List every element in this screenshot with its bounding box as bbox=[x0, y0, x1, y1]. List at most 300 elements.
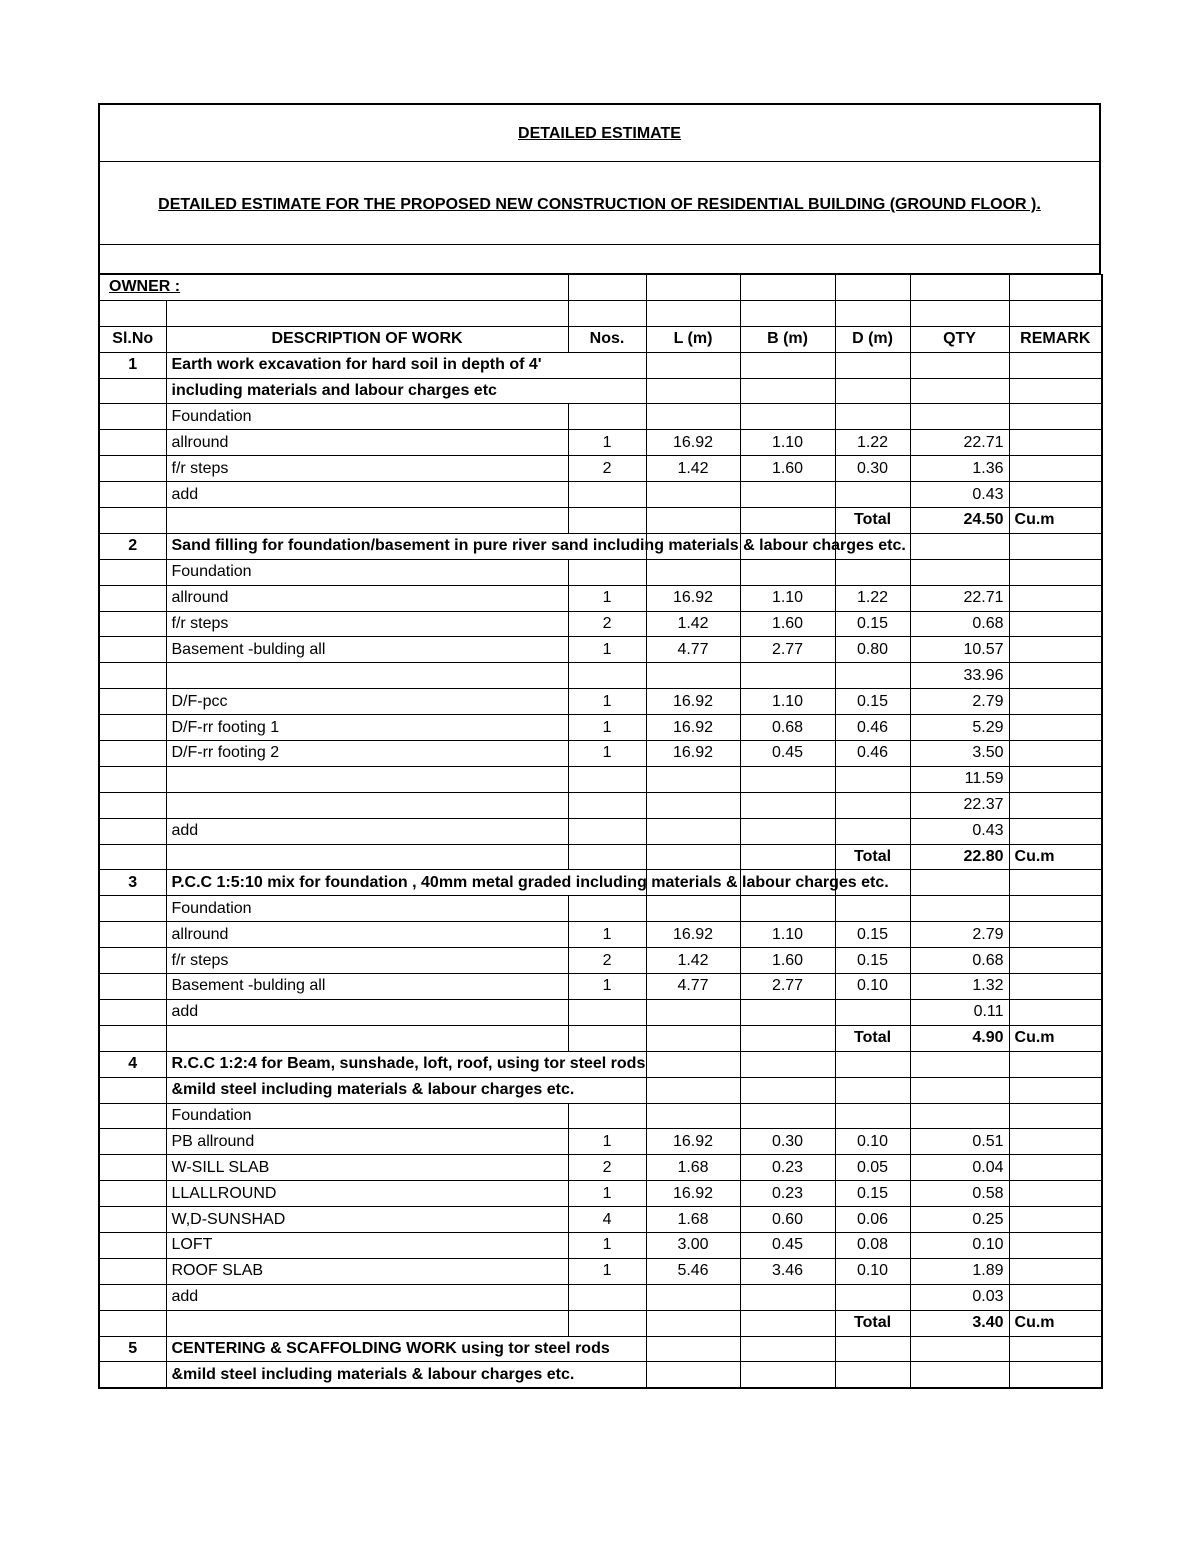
measurement-length bbox=[646, 404, 740, 430]
measurement-depth: 0.10 bbox=[835, 1129, 910, 1155]
table-cell bbox=[99, 792, 166, 818]
table-cell bbox=[740, 1025, 835, 1051]
measurement-row bbox=[99, 1155, 1102, 1181]
estimate-table-body bbox=[99, 275, 1102, 1388]
table-cell bbox=[1009, 1077, 1102, 1103]
total-label: Total bbox=[835, 1025, 910, 1051]
col-header-breadth: B (m) bbox=[740, 326, 835, 352]
measurement-description: D/F-rr footing 1 bbox=[166, 715, 568, 741]
measurement-row bbox=[99, 1232, 1102, 1258]
table-cell bbox=[1009, 922, 1102, 948]
measurement-breadth: 0.68 bbox=[740, 715, 835, 741]
table-cell bbox=[99, 689, 166, 715]
measurement-row bbox=[99, 559, 1102, 585]
table-cell bbox=[99, 637, 166, 663]
table-cell bbox=[99, 378, 166, 404]
measurement-row bbox=[99, 948, 1102, 974]
item-heading-row bbox=[99, 352, 1102, 378]
measurement-breadth bbox=[740, 1284, 835, 1310]
total-value: 3.40 bbox=[910, 1310, 1009, 1336]
table-cell bbox=[835, 1362, 910, 1388]
item-number: 4 bbox=[99, 1051, 166, 1077]
total-label: Total bbox=[835, 1310, 910, 1336]
measurement-nos bbox=[568, 1103, 646, 1129]
measurement-depth bbox=[835, 1284, 910, 1310]
table-cell bbox=[166, 508, 568, 534]
measurement-breadth: 0.30 bbox=[740, 1129, 835, 1155]
table-cell bbox=[646, 508, 740, 534]
measurement-length: 16.92 bbox=[646, 715, 740, 741]
measurement-row bbox=[99, 896, 1102, 922]
total-row bbox=[99, 1025, 1102, 1051]
measurement-qty: 0.03 bbox=[910, 1284, 1009, 1310]
measurement-nos: 1 bbox=[568, 689, 646, 715]
table-cell bbox=[99, 741, 166, 767]
item-number: 1 bbox=[99, 352, 166, 378]
table-cell bbox=[99, 456, 166, 482]
item-description: &mild steel including materials & labour charges etc. bbox=[166, 1077, 568, 1103]
table-cell bbox=[1009, 766, 1102, 792]
table-cell bbox=[910, 1336, 1009, 1362]
measurement-nos bbox=[568, 404, 646, 430]
measurement-depth: 0.15 bbox=[835, 922, 910, 948]
document-title: DETAILED ESTIMATE bbox=[518, 125, 681, 142]
measurement-length: 4.77 bbox=[646, 974, 740, 1000]
total-unit: Cu.m bbox=[1009, 508, 1102, 534]
col-header-remark: REMARK bbox=[1009, 326, 1102, 352]
measurement-row bbox=[99, 1103, 1102, 1129]
measurement-nos: 1 bbox=[568, 1232, 646, 1258]
measurement-description: add bbox=[166, 818, 568, 844]
table-cell bbox=[99, 999, 166, 1025]
table-cell bbox=[1009, 456, 1102, 482]
measurement-description: Foundation bbox=[166, 896, 568, 922]
measurement-qty: 3.50 bbox=[910, 741, 1009, 767]
measurement-depth bbox=[835, 792, 910, 818]
measurement-qty: 2.79 bbox=[910, 689, 1009, 715]
table-cell bbox=[646, 1310, 740, 1336]
measurement-length bbox=[646, 896, 740, 922]
measurement-length: 1.42 bbox=[646, 948, 740, 974]
measurement-description: f/r steps bbox=[166, 948, 568, 974]
measurement-row bbox=[99, 611, 1102, 637]
measurement-row bbox=[99, 818, 1102, 844]
table-cell bbox=[99, 508, 166, 534]
measurement-row bbox=[99, 1181, 1102, 1207]
table-cell bbox=[646, 352, 740, 378]
table-cell bbox=[646, 844, 740, 870]
measurement-length: 5.46 bbox=[646, 1258, 740, 1284]
measurement-row bbox=[99, 1129, 1102, 1155]
measurement-depth bbox=[835, 766, 910, 792]
measurement-row bbox=[99, 456, 1102, 482]
measurement-depth: 0.15 bbox=[835, 1181, 910, 1207]
measurement-row bbox=[99, 974, 1102, 1000]
measurement-row bbox=[99, 482, 1102, 508]
measurement-depth: 1.22 bbox=[835, 430, 910, 456]
measurement-row bbox=[99, 430, 1102, 456]
measurement-row bbox=[99, 766, 1102, 792]
measurement-length: 16.92 bbox=[646, 585, 740, 611]
table-cell bbox=[1009, 611, 1102, 637]
measurement-breadth bbox=[740, 818, 835, 844]
table-cell bbox=[1009, 1129, 1102, 1155]
item-description: CENTERING & SCAFFOLDING WORK using tor steel rods bbox=[166, 1336, 568, 1362]
measurement-depth: 0.46 bbox=[835, 741, 910, 767]
table-cell bbox=[99, 1232, 166, 1258]
measurement-depth bbox=[835, 663, 910, 689]
measurement-description: W,D-SUNSHAD bbox=[166, 1207, 568, 1233]
table-cell bbox=[99, 922, 166, 948]
table-cell bbox=[166, 844, 568, 870]
table-cell bbox=[99, 1077, 166, 1103]
table-cell bbox=[99, 430, 166, 456]
measurement-breadth bbox=[740, 404, 835, 430]
table-cell bbox=[1009, 1232, 1102, 1258]
table-cell bbox=[1009, 974, 1102, 1000]
measurement-qty: 0.11 bbox=[910, 999, 1009, 1025]
owner-label: OWNER : bbox=[109, 278, 181, 296]
measurement-length bbox=[646, 818, 740, 844]
measurement-breadth bbox=[740, 766, 835, 792]
table-cell bbox=[740, 378, 835, 404]
total-row bbox=[99, 844, 1102, 870]
col-header-depth: D (m) bbox=[835, 326, 910, 352]
table-cell bbox=[99, 1258, 166, 1284]
measurement-length bbox=[646, 792, 740, 818]
measurement-breadth: 0.23 bbox=[740, 1181, 835, 1207]
measurement-nos bbox=[568, 818, 646, 844]
table-cell bbox=[910, 870, 1009, 896]
measurement-depth: 1.22 bbox=[835, 585, 910, 611]
table-cell bbox=[166, 1310, 568, 1336]
measurement-description: Basement -bulding all bbox=[166, 637, 568, 663]
table-cell bbox=[740, 1051, 835, 1077]
measurement-nos: 2 bbox=[568, 1155, 646, 1181]
measurement-length bbox=[646, 1103, 740, 1129]
estimate-table bbox=[98, 274, 1103, 1389]
item-description: R.C.C 1:2:4 for Beam, sunshade, loft, roof, using tor steel rods bbox=[166, 1051, 568, 1077]
measurement-breadth: 1.10 bbox=[740, 922, 835, 948]
measurement-qty: 0.68 bbox=[910, 948, 1009, 974]
measurement-description: D/F-rr footing 2 bbox=[166, 741, 568, 767]
table-cell bbox=[1009, 1336, 1102, 1362]
measurement-length: 4.77 bbox=[646, 637, 740, 663]
measurement-row bbox=[99, 741, 1102, 767]
measurement-nos: 1 bbox=[568, 741, 646, 767]
measurement-description: allround bbox=[166, 585, 568, 611]
measurement-qty: 33.96 bbox=[910, 663, 1009, 689]
total-value: 22.80 bbox=[910, 844, 1009, 870]
measurement-breadth: 0.45 bbox=[740, 1232, 835, 1258]
measurement-breadth: 0.60 bbox=[740, 1207, 835, 1233]
item-heading-row bbox=[99, 378, 1102, 404]
measurement-description bbox=[166, 766, 568, 792]
total-row bbox=[99, 1310, 1102, 1336]
table-cell bbox=[99, 1155, 166, 1181]
table-cell bbox=[1009, 585, 1102, 611]
measurement-depth: 0.10 bbox=[835, 974, 910, 1000]
measurement-length: 16.92 bbox=[646, 689, 740, 715]
col-header-length: L (m) bbox=[646, 326, 740, 352]
item-heading-row bbox=[99, 1077, 1102, 1103]
measurement-row bbox=[99, 715, 1102, 741]
measurement-nos bbox=[568, 766, 646, 792]
column-header-row bbox=[99, 326, 1102, 352]
measurement-nos: 2 bbox=[568, 611, 646, 637]
table-cell bbox=[1009, 378, 1102, 404]
measurement-row bbox=[99, 1258, 1102, 1284]
measurement-length: 16.92 bbox=[646, 922, 740, 948]
measurement-length bbox=[646, 999, 740, 1025]
measurement-nos bbox=[568, 792, 646, 818]
table-cell bbox=[646, 1362, 740, 1388]
measurement-qty: 0.04 bbox=[910, 1155, 1009, 1181]
measurement-qty: 1.32 bbox=[910, 974, 1009, 1000]
measurement-qty bbox=[910, 1103, 1009, 1129]
measurement-qty: 22.71 bbox=[910, 430, 1009, 456]
item-number: 5 bbox=[99, 1336, 166, 1362]
measurement-breadth bbox=[740, 999, 835, 1025]
table-cell bbox=[1009, 559, 1102, 585]
table-cell bbox=[1009, 689, 1102, 715]
table-cell bbox=[1009, 1258, 1102, 1284]
measurement-breadth bbox=[740, 663, 835, 689]
table-cell bbox=[1009, 715, 1102, 741]
spacer-row bbox=[99, 300, 1102, 326]
table-cell bbox=[99, 948, 166, 974]
measurement-description: Foundation bbox=[166, 1103, 568, 1129]
measurement-nos bbox=[568, 482, 646, 508]
table-cell bbox=[99, 974, 166, 1000]
table-cell bbox=[1009, 482, 1102, 508]
table-cell bbox=[1009, 1103, 1102, 1129]
table-cell bbox=[740, 844, 835, 870]
measurement-breadth bbox=[740, 559, 835, 585]
table-cell bbox=[99, 1181, 166, 1207]
table-cell bbox=[910, 1362, 1009, 1388]
measurement-qty: 10.57 bbox=[910, 637, 1009, 663]
table-cell bbox=[568, 352, 646, 378]
table-cell bbox=[740, 508, 835, 534]
table-cell bbox=[740, 1077, 835, 1103]
owner-row bbox=[99, 275, 1102, 301]
measurement-depth bbox=[835, 818, 910, 844]
estimate-sheet bbox=[98, 103, 1101, 1389]
measurement-depth bbox=[835, 1103, 910, 1129]
item-heading-row bbox=[99, 870, 1102, 896]
measurement-breadth: 1.60 bbox=[740, 611, 835, 637]
table-cell bbox=[835, 1336, 910, 1362]
measurement-nos: 1 bbox=[568, 430, 646, 456]
table-cell bbox=[646, 1051, 740, 1077]
measurement-description: f/r steps bbox=[166, 611, 568, 637]
measurement-breadth: 2.77 bbox=[740, 974, 835, 1000]
table-cell bbox=[99, 896, 166, 922]
item-heading-row bbox=[99, 533, 1102, 559]
table-cell bbox=[910, 352, 1009, 378]
measurement-row bbox=[99, 585, 1102, 611]
item-number: 2 bbox=[99, 533, 166, 559]
table-cell bbox=[1009, 1362, 1102, 1388]
table-cell bbox=[1009, 870, 1102, 896]
measurement-nos: 1 bbox=[568, 922, 646, 948]
measurement-depth: 0.15 bbox=[835, 689, 910, 715]
measurement-description: f/r steps bbox=[166, 456, 568, 482]
measurement-breadth bbox=[740, 1103, 835, 1129]
table-cell bbox=[1009, 1051, 1102, 1077]
measurement-breadth: 0.23 bbox=[740, 1155, 835, 1181]
measurement-row bbox=[99, 663, 1102, 689]
measurement-qty: 22.37 bbox=[910, 792, 1009, 818]
measurement-description: add bbox=[166, 482, 568, 508]
item-heading-row bbox=[99, 1362, 1102, 1388]
measurement-qty: 1.89 bbox=[910, 1258, 1009, 1284]
measurement-nos: 1 bbox=[568, 1258, 646, 1284]
measurement-qty: 2.79 bbox=[910, 922, 1009, 948]
measurement-row bbox=[99, 999, 1102, 1025]
measurement-breadth: 1.10 bbox=[740, 689, 835, 715]
measurement-description bbox=[166, 792, 568, 818]
table-cell bbox=[1009, 1155, 1102, 1181]
measurement-nos: 2 bbox=[568, 456, 646, 482]
table-cell bbox=[568, 1077, 646, 1103]
total-label: Total bbox=[835, 508, 910, 534]
measurement-nos: 1 bbox=[568, 974, 646, 1000]
measurement-qty: 0.51 bbox=[910, 1129, 1009, 1155]
table-cell bbox=[1009, 430, 1102, 456]
measurement-row bbox=[99, 689, 1102, 715]
measurement-qty: 0.58 bbox=[910, 1181, 1009, 1207]
table-cell bbox=[99, 663, 166, 689]
table-cell bbox=[1009, 896, 1102, 922]
table-cell bbox=[99, 1284, 166, 1310]
measurement-length: 16.92 bbox=[646, 1129, 740, 1155]
measurement-description: D/F-pcc bbox=[166, 689, 568, 715]
measurement-depth bbox=[835, 999, 910, 1025]
measurement-depth: 0.46 bbox=[835, 715, 910, 741]
table-cell bbox=[910, 533, 1009, 559]
table-cell bbox=[835, 1051, 910, 1077]
item-heading-row bbox=[99, 1336, 1102, 1362]
measurement-qty: 5.29 bbox=[910, 715, 1009, 741]
measurement-qty bbox=[910, 559, 1009, 585]
measurement-description: allround bbox=[166, 430, 568, 456]
measurement-qty: 0.68 bbox=[910, 611, 1009, 637]
measurement-depth bbox=[835, 896, 910, 922]
measurement-qty: 0.10 bbox=[910, 1232, 1009, 1258]
table-cell bbox=[568, 1025, 646, 1051]
table-cell bbox=[740, 1310, 835, 1336]
measurement-length: 1.42 bbox=[646, 456, 740, 482]
measurement-depth: 0.15 bbox=[835, 948, 910, 974]
table-cell bbox=[646, 1077, 740, 1103]
table-cell bbox=[1009, 352, 1102, 378]
table-cell bbox=[1009, 948, 1102, 974]
measurement-breadth: 3.46 bbox=[740, 1258, 835, 1284]
total-unit: Cu.m bbox=[1009, 1310, 1102, 1336]
table-cell bbox=[99, 818, 166, 844]
table-cell bbox=[568, 378, 646, 404]
measurement-depth: 0.06 bbox=[835, 1207, 910, 1233]
measurement-nos bbox=[568, 999, 646, 1025]
table-cell bbox=[166, 1025, 568, 1051]
measurement-depth bbox=[835, 482, 910, 508]
document-subtitle: DETAILED ESTIMATE FOR THE PROPOSED NEW CONSTRUCTION OF RESIDENTIAL BUILDING (GROUND FLOOR ). bbox=[158, 196, 1041, 213]
item-description: &mild steel including materials & labour charges etc. bbox=[166, 1362, 568, 1388]
table-cell bbox=[99, 559, 166, 585]
measurement-depth: 0.05 bbox=[835, 1155, 910, 1181]
blank-row bbox=[100, 245, 1099, 274]
item-description: Earth work excavation for hard soil in depth of 4' bbox=[166, 352, 568, 378]
table-cell bbox=[99, 482, 166, 508]
table-cell bbox=[99, 1025, 166, 1051]
measurement-description: allround bbox=[166, 922, 568, 948]
measurement-depth bbox=[835, 404, 910, 430]
table-cell bbox=[835, 352, 910, 378]
measurement-depth: 0.08 bbox=[835, 1232, 910, 1258]
measurement-nos: 1 bbox=[568, 637, 646, 663]
measurement-qty: 22.71 bbox=[910, 585, 1009, 611]
measurement-breadth bbox=[740, 482, 835, 508]
measurement-description: LLALLROUND bbox=[166, 1181, 568, 1207]
table-cell bbox=[1009, 1207, 1102, 1233]
table-cell bbox=[740, 352, 835, 378]
measurement-nos: 4 bbox=[568, 1207, 646, 1233]
table-cell bbox=[646, 1336, 740, 1362]
measurement-row bbox=[99, 1284, 1102, 1310]
measurement-breadth: 1.60 bbox=[740, 948, 835, 974]
measurement-description: Foundation bbox=[166, 404, 568, 430]
col-header-qty: QTY bbox=[910, 326, 1009, 352]
measurement-breadth bbox=[740, 896, 835, 922]
measurement-nos bbox=[568, 896, 646, 922]
measurement-qty: 0.25 bbox=[910, 1207, 1009, 1233]
measurement-breadth: 0.45 bbox=[740, 741, 835, 767]
measurement-nos bbox=[568, 1284, 646, 1310]
table-cell bbox=[1009, 637, 1102, 663]
table-cell bbox=[740, 1362, 835, 1388]
measurement-description: W-SILL SLAB bbox=[166, 1155, 568, 1181]
table-cell bbox=[1009, 1284, 1102, 1310]
total-label: Total bbox=[835, 844, 910, 870]
measurement-row bbox=[99, 922, 1102, 948]
col-header-description: DESCRIPTION OF WORK bbox=[166, 326, 568, 352]
table-cell bbox=[1009, 663, 1102, 689]
table-cell bbox=[568, 1310, 646, 1336]
measurement-description bbox=[166, 663, 568, 689]
table-cell bbox=[835, 1077, 910, 1103]
table-cell bbox=[1009, 1181, 1102, 1207]
measurement-depth bbox=[835, 559, 910, 585]
table-cell bbox=[1009, 818, 1102, 844]
table-cell bbox=[1009, 404, 1102, 430]
measurement-description: add bbox=[166, 999, 568, 1025]
table-cell bbox=[740, 1336, 835, 1362]
item-description: including materials and labour charges etc bbox=[166, 378, 568, 404]
table-cell bbox=[835, 378, 910, 404]
table-cell bbox=[910, 378, 1009, 404]
item-description: Sand filling for foundation/basement in pure river sand including materials & labour charges etc. bbox=[166, 533, 568, 559]
measurement-row bbox=[99, 1207, 1102, 1233]
total-unit: Cu.m bbox=[1009, 1025, 1102, 1051]
table-cell bbox=[910, 1051, 1009, 1077]
table-cell bbox=[99, 1207, 166, 1233]
measurement-breadth: 1.60 bbox=[740, 456, 835, 482]
table-cell bbox=[99, 404, 166, 430]
item-heading-row bbox=[99, 1051, 1102, 1077]
measurement-description: add bbox=[166, 1284, 568, 1310]
